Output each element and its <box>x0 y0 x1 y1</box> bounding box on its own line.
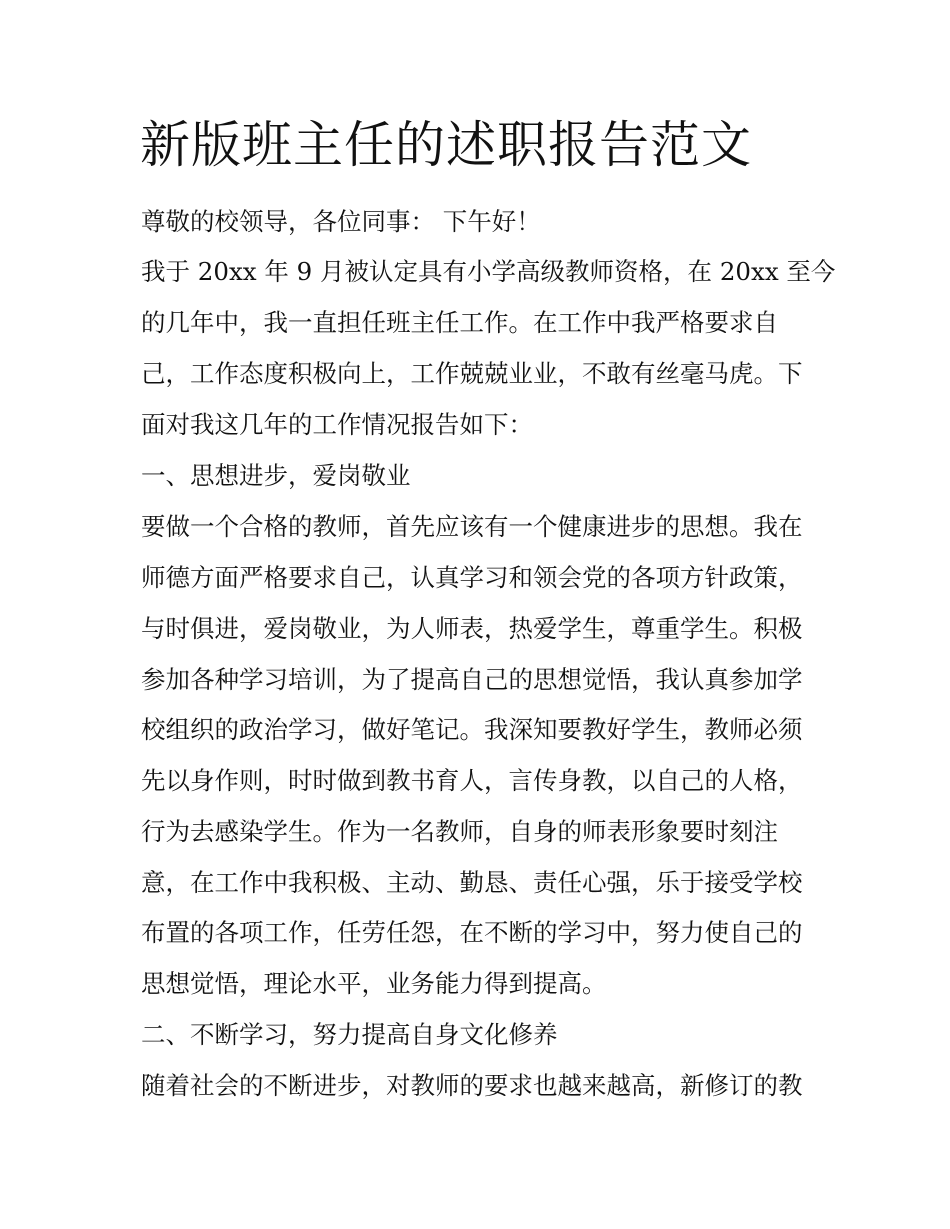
text-line: 的几年中，我一直担任班主任工作。在工作中我严格要求自 <box>141 308 778 337</box>
text-line: 随着社会的不断进步，对教师的要求也越来越高，新修订的教 <box>141 1071 803 1100</box>
text-line: 思想觉悟，理论水平，业务能力得到提高。 <box>141 969 607 998</box>
text-line: 师德方面严格要求自己，认真学习和领会党的各项方针政策， <box>141 563 803 592</box>
text-line: 意，在工作中我积极、主动、勤恳、责任心强，乐于接受学校 <box>141 868 803 897</box>
section-heading: 二、不断学习，努力提高自身文化修养 <box>141 1020 558 1049</box>
text-line: 面对我这几年的工作情况报告如下： <box>141 410 533 439</box>
section-heading: 一、思想进步，爱岗敬业 <box>141 461 411 490</box>
text-line: 校组织的政治学习，做好笔记。我深知要教好学生，教师必须 <box>141 715 803 744</box>
document-title: 新版班主任的述职报告范文 <box>140 116 752 174</box>
text-line: 己，工作态度积极向上，工作兢兢业业，不敢有丝毫马虎。下 <box>141 359 803 388</box>
text-line: 我于 20xx 年 9 月被认定具有小学高级教师资格，在 20xx 至今 <box>141 257 836 286</box>
text-line: 行为去感染学生。作为一名教师，自身的师表形象要时刻注 <box>141 817 778 846</box>
text-line: 与时俱进，爱岗敬业，为人师表，热爱学生，尊重学生。积极 <box>141 614 803 643</box>
text-line: 尊敬的校领导，各位同事： 下午好！ <box>141 207 541 236</box>
text-line: 参加各种学习培训，为了提高自己的思想觉悟，我认真参加学 <box>141 665 803 694</box>
text-line: 先以身作则，时时做到教书育人，言传身教，以自己的人格， <box>141 766 803 795</box>
text-line: 要做一个合格的教师，首先应该有一个健康进步的思想。我在 <box>141 512 803 541</box>
text-line: 布置的各项工作，任劳任怨，在不断的学习中，努力使自己的 <box>141 918 803 947</box>
